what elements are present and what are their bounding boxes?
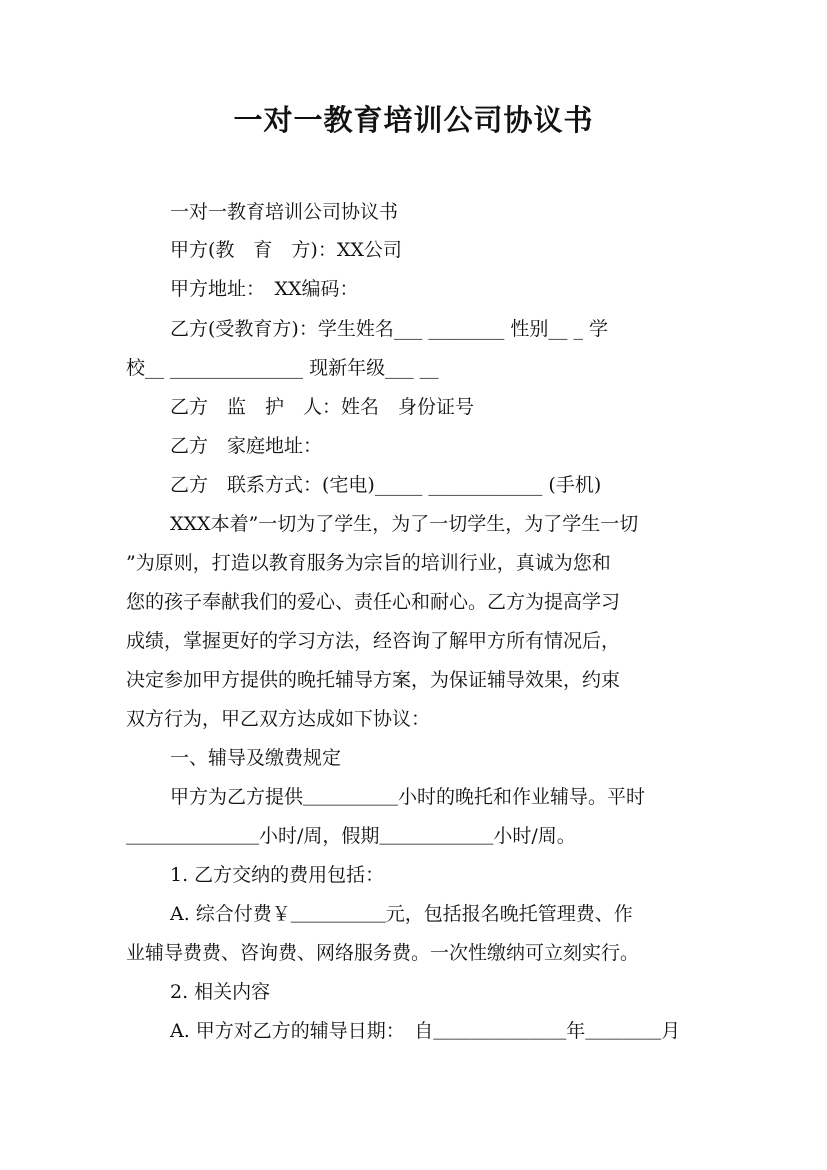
intro-paragraph-line: 决定参加甲方提供的晚托辅导方案，为保证辅导效果，约束 [126,669,621,691]
party-a-line: 甲方(教 育 方)：XX公司 [170,239,402,261]
party-b-home-address-line: 乙方 家庭地址： [170,435,323,457]
party-b-student-line: 乙方(受教育方)：学生姓名___ ________ 性别__ _ 学 [170,318,608,340]
intro-paragraph-line: XXX本着”一切为了学生，为了一切学生，为了学生一切 [170,513,639,535]
tutoring-hours-line: 甲方为乙方提供＿＿＿＿＿小时的晚托和作业辅导。平时 [170,786,646,808]
intro-paragraph-line: 双方行为，甲乙双方达成如下协议： [126,708,431,730]
intro-paragraph-line: 成绩，掌握更好的学习方法，经咨询了解甲方所有情况后， [126,630,621,652]
tutoring-date-line: A. 甲方对乙方的辅导日期： 自＿＿＿＿＿＿＿年＿＿＿＿月 [170,1020,681,1042]
intro-paragraph-line: 您的孩子奉献我们的爱心、责任心和耐心。乙方为提高学习 [126,591,621,613]
party-a-address-line: 甲方地址： XX编码： [170,278,359,300]
agreement-subtitle: 一对一教育培训公司协议书 [170,201,399,223]
clause-heading: 2. 相关内容 [170,981,271,1003]
fee-clause-line: 业辅导费费、咨询费、网络服务费。一次性缴纳可立刻实行。 [126,942,640,964]
fee-clause-line: A. 综合付费￥＿＿＿＿＿元，包括报名晚托管理费、作 [170,903,633,925]
tutoring-hours-line: ＿＿＿＿＿＿＿小时/周，假期＿＿＿＿＿＿小时/周。 [126,825,576,847]
document-title: 一对一教育培训公司协议书 [233,103,594,137]
clause-heading: 1. 乙方交纳的费用包括： [170,864,385,886]
party-b-school-line: 校__ ______________ 现新年级___ __ [126,357,439,379]
party-b-guardian-line: 乙方 监 护 人：姓名 身份证号 [170,396,475,418]
party-b-contact-line: 乙方 联系方式：(宅电)_____ ____________ (手机) [170,474,602,496]
intro-paragraph-line: ”为原则，打造以教育服务为宗旨的培训行业，真诚为您和 [126,552,611,574]
section-heading: 一、辅导及缴费规定 [170,747,342,769]
